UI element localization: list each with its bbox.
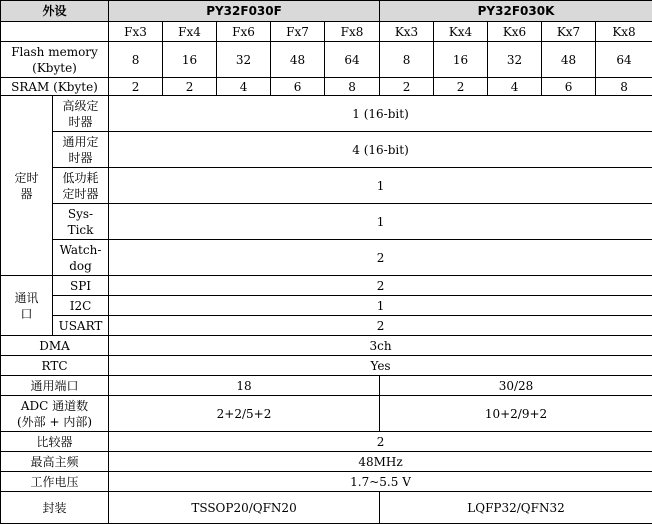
spi-value: 2 xyxy=(109,276,652,296)
spi-label: SPI xyxy=(53,276,109,296)
max-freq-value: 48MHz xyxy=(109,452,652,472)
dma-label: DMA xyxy=(1,336,109,356)
adc-f-value: 2+2/5+2 xyxy=(109,396,380,432)
lowpower-timer-label: 低功耗 定时器 xyxy=(53,168,109,204)
advanced-timer-label: 高级定 时器 xyxy=(53,96,109,132)
comm-group-label: 通讯 口 xyxy=(1,276,53,336)
comparator-label: 比较器 xyxy=(1,432,109,452)
header-group-f: PY32F030F xyxy=(109,1,380,22)
sram-cell: 4 xyxy=(217,78,271,96)
model-cell: Kx7 xyxy=(542,22,596,42)
flash-cell: 16 xyxy=(163,42,217,78)
sram-cell: 8 xyxy=(596,78,652,96)
usart-value: 2 xyxy=(109,316,652,336)
model-cell: Kx6 xyxy=(488,22,542,42)
usart-label: USART xyxy=(53,316,109,336)
sram-cell: 2 xyxy=(434,78,488,96)
lowpower-timer-value: 1 xyxy=(109,168,652,204)
max-freq-label: 最高主频 xyxy=(1,452,109,472)
systick-label: Sys- Tick xyxy=(53,204,109,240)
model-cell: Fx7 xyxy=(271,22,325,42)
general-timer-label: 通用定 时器 xyxy=(53,132,109,168)
watchdog-label: Watch- dog xyxy=(53,240,109,276)
package-label: 封装 xyxy=(1,492,109,524)
adc-k-value: 10+2/9+2 xyxy=(380,396,652,432)
header-group-k: PY32F030K xyxy=(380,1,652,22)
flash-cell: 48 xyxy=(542,42,596,78)
comparator-value: 2 xyxy=(109,432,652,452)
sram-cell: 2 xyxy=(109,78,163,96)
timers-group-label: 定时 器 xyxy=(1,96,53,276)
header-peripheral: 外设 xyxy=(1,1,109,22)
sram-label: SRAM (Kbyte) xyxy=(1,78,109,96)
dma-value: 3ch xyxy=(109,336,652,356)
flash-cell: 32 xyxy=(217,42,271,78)
model-cell: Kx3 xyxy=(380,22,434,42)
rtc-value: Yes xyxy=(109,356,652,376)
sram-cell: 2 xyxy=(380,78,434,96)
model-cell: Fx8 xyxy=(325,22,380,42)
model-cell: Fx6 xyxy=(217,22,271,42)
voltage-label: 工作电压 xyxy=(1,472,109,492)
flash-cell: 32 xyxy=(488,42,542,78)
sram-cell: 2 xyxy=(163,78,217,96)
flash-label: Flash memory (Kbyte) xyxy=(1,42,109,78)
i2c-label: I2C xyxy=(53,296,109,316)
sram-cell: 6 xyxy=(542,78,596,96)
watchdog-value: 2 xyxy=(109,240,652,276)
flash-cell: 64 xyxy=(596,42,652,78)
flash-cell: 48 xyxy=(271,42,325,78)
model-cell: Fx4 xyxy=(163,22,217,42)
sram-cell: 8 xyxy=(325,78,380,96)
gpio-f-value: 18 xyxy=(109,376,380,396)
flash-cell: 8 xyxy=(380,42,434,78)
general-timer-value: 4 (16-bit) xyxy=(109,132,652,168)
advanced-timer-value: 1 (16-bit) xyxy=(109,96,652,132)
flash-cell: 16 xyxy=(434,42,488,78)
package-k-value: LQFP32/QFN32 xyxy=(380,492,652,524)
model-cell: Fx3 xyxy=(109,22,163,42)
i2c-value: 1 xyxy=(109,296,652,316)
gpio-label: 通用端口 xyxy=(1,376,109,396)
rtc-label: RTC xyxy=(1,356,109,376)
model-cell: Kx4 xyxy=(434,22,488,42)
model-row-label xyxy=(1,22,109,42)
sram-cell: 6 xyxy=(271,78,325,96)
voltage-value: 1.7~5.5 V xyxy=(109,472,652,492)
systick-value: 1 xyxy=(109,204,652,240)
flash-cell: 64 xyxy=(325,42,380,78)
adc-label: ADC 通道数 (外部 + 内部) xyxy=(1,396,109,432)
gpio-k-value: 30/28 xyxy=(380,376,652,396)
sram-cell: 4 xyxy=(488,78,542,96)
package-f-value: TSSOP20/QFN20 xyxy=(109,492,380,524)
flash-cell: 8 xyxy=(109,42,163,78)
model-cell: Kx8 xyxy=(596,22,652,42)
